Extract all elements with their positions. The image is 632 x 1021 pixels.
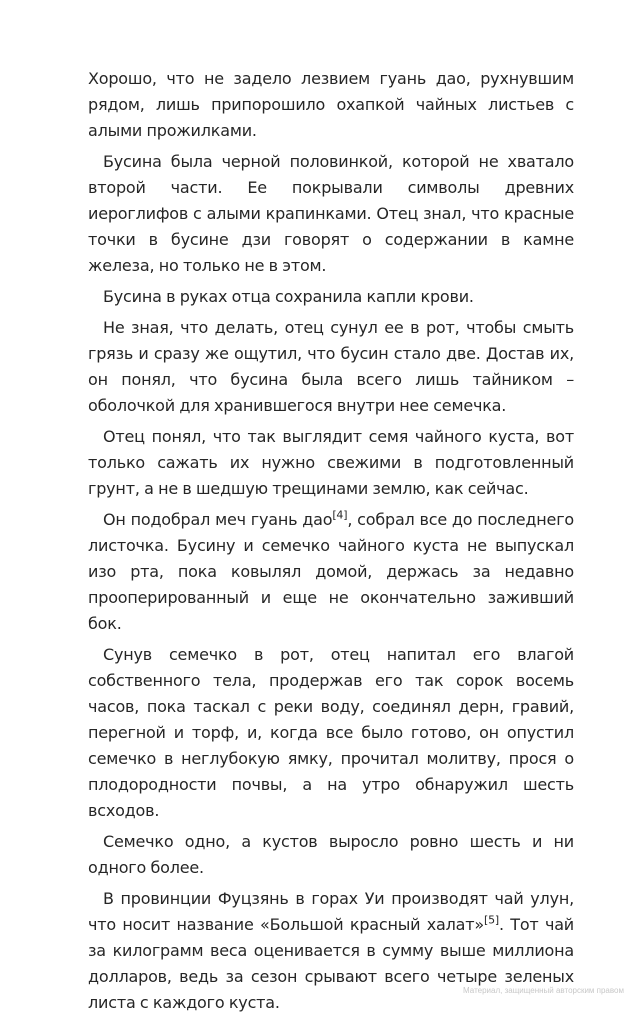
paragraph-text: . Тот чай за килограмм веса оценивается в сумму выше миллиона долларов, ведь за сезон срывают всего четыре зеленых листа с каждого куста.: [88, 915, 575, 1012]
footnote-reference[interactable]: [5]: [484, 913, 499, 927]
paragraph-text: В провинции Фуцзянь в горах Уи производят чай улун, что носит название «Большой красный халат»: [88, 889, 574, 934]
paragraph: Семечко одно, а кустов выросло ровно шесть и ни одного более.: [88, 832, 574, 877]
paragraph: Отец понял, что так выглядит семя чайного куста, вот только сажать их нужно свежими в подготовленный грунт, а не в шедшую трещинами землю, как сейчас.: [88, 427, 574, 498]
paragraph: Бусина в руках отца сохранила капли крови.: [103, 287, 474, 306]
paragraph-text: Он подобрал меч гуань дао: [103, 510, 333, 529]
page-text: [88, 66, 574, 1021]
paragraph-text: , собрал все до последнего листочка. Бусину и семечко чайного куста не выпускал изо рта, пока ковылял домой, держась за недавно прооперированный и еще не окончательно заживший бок.: [88, 510, 574, 633]
paragraph: [88, 507, 574, 637]
paragraph: [88, 886, 574, 1016]
paragraph: Бусина была черной половинкой, которой не хватало второй части. Ее покрывали символы древних иероглифов с алыми крапинками. Отец знал, что красные точки в бусине дзи говорят о содержании в камне железа, но только не в этом.: [88, 152, 574, 275]
copyright-watermark: Материал, защищенный авторским правом: [463, 986, 624, 995]
paragraph: Не зная, что делать, отец сунул ее в рот, чтобы смыть грязь и сразу же ощутил, что бусин стало две. Достав их, он понял, что бусина была всего лишь тайником – оболочкой для хранившегося внутри нее семечка.: [88, 318, 574, 415]
paragraph: Сунув семечко в рот, отец напитал его влагой собственного тела, продержав его так сорок восемь часов, пока таскал с реки воду, соединял дерн, гравий, перегной и торф, и, когда все было готово, он опустил семечко в неглубокую ямку, прочитал молитву, прося о плодородности почвы, а на утро обнаружил шесть всходов.: [88, 645, 574, 820]
paragraph: Хорошо, что не задело лезвием гуань дао, рухнувшим рядом, лишь припорошило охапкой чайных листьев с алыми прожилками.: [88, 69, 574, 140]
footnote-reference[interactable]: [4]: [332, 508, 348, 522]
